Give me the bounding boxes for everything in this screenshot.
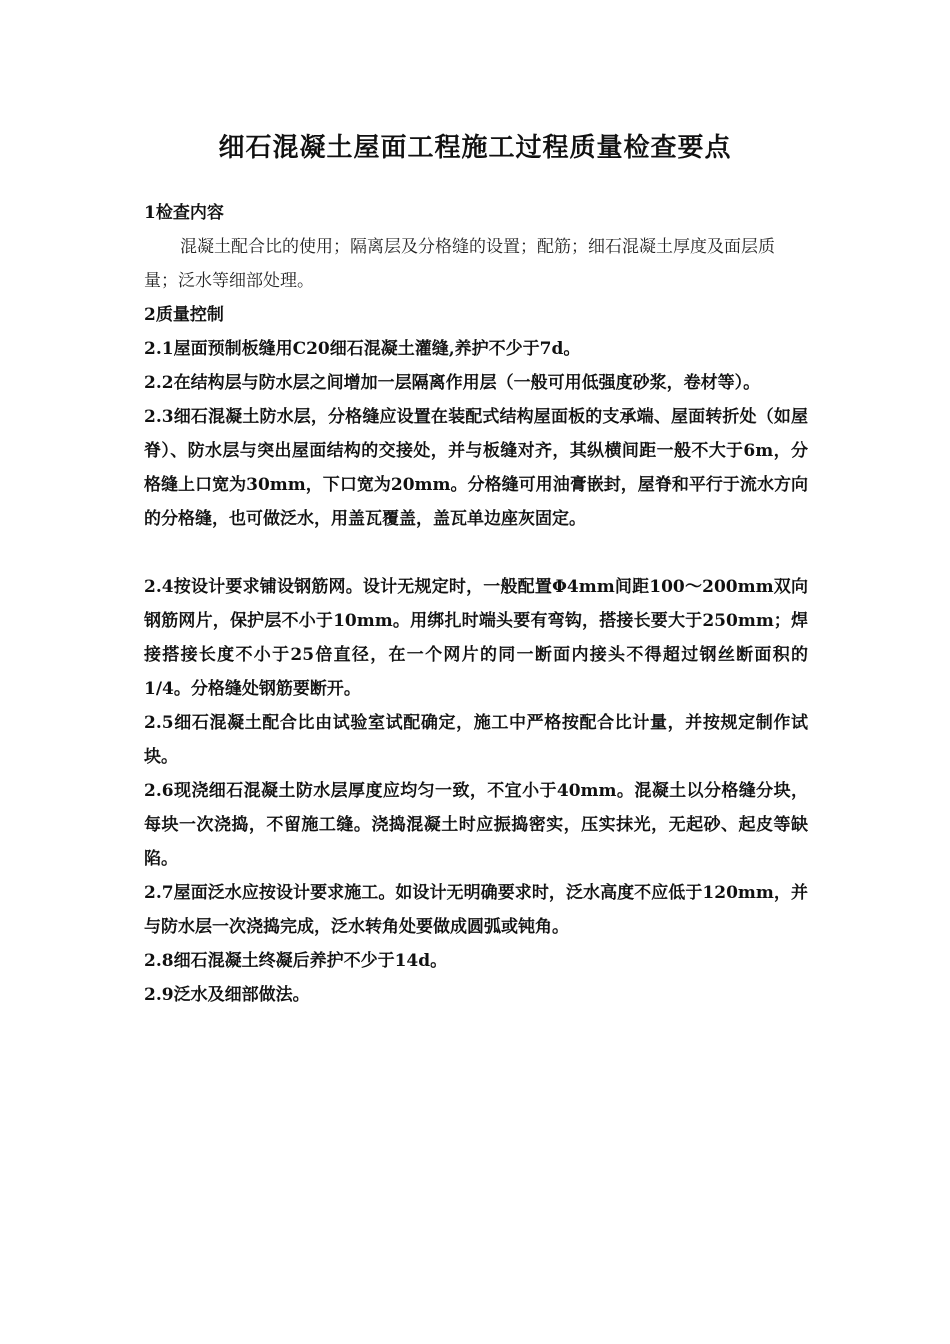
quality-item-2-6: 2.6现浇细石混凝土防水层厚度应均匀一致，不宜小于40mm。混凝土以分格缝分块，每块一次浇捣，不留施工缝。浇捣混凝土时应振捣密实，压实抹光，无起砂、起皮等缺陷。 — [144, 781, 808, 869]
quality-item-2-5: 2.5细石混凝土配合比由试验室试配确定，施工中严格按配合比计量，并按规定制作试块。 — [144, 713, 808, 767]
document-title: 细石混凝土屋面工程施工过程质量检查要点 — [218, 133, 732, 163]
document-body — [144, 196, 808, 1012]
section-heading-inspection: 1检查内容 — [144, 203, 224, 223]
inspection-content-paragraph: 混凝土配合比的使用；隔离层及分格缝的设置；配筋；细石混凝土厚度及面层质量；泛水等细部处理。 — [144, 237, 775, 291]
paragraph-gap — [144, 536, 808, 570]
quality-item-2-1: 2.1屋面预制板缝用C20细石混凝土灌缝,养护不少于7d。 — [144, 339, 581, 359]
quality-item-2-8: 2.8细石混凝土终凝后养护不少于14d。 — [144, 951, 448, 971]
quality-item-2-3: 2.3细石混凝土防水层，分格缝应设置在装配式结构屋面板的支承端、屋面转折处（如屋脊）、防水层与突出屋面结构的交接处，并与板缝对齐，其纵横间距一般不大于6m，分格缝上口宽为30mm，下口宽为20mm。分格缝可用油膏嵌封，屋脊和平行于流水方向的分格缝，也可做泛水，用盖瓦覆盖，盖瓦单边座灰固定。 — [144, 407, 808, 529]
quality-item-2-9: 2.9泛水及细部做法。 — [144, 985, 310, 1005]
section-heading-quality-control: 2质量控制 — [144, 305, 224, 325]
quality-item-2-7: 2.7屋面泛水应按设计要求施工。如设计无明确要求时，泛水高度不应低于120mm，并与防水层一次浇捣完成，泛水转角处要做成圆弧或钝角。 — [144, 883, 808, 937]
quality-item-2-2: 2.2在结构层与防水层之间增加一层隔离作用层（一般可用低强度砂浆，卷材等）。 — [144, 373, 761, 393]
quality-item-2-4: 2.4按设计要求铺设钢筋网。设计无规定时，一般配置Φ4mm间距100～200mm双向钢筋网片，保护层不小于10mm。用绑扎时端头要有弯钩，搭接长要大于250mm；焊接搭接长度不小于25倍直径，在一个网片的同一断面内接头不得超过钢丝断面积的1/4。分格缝处钢筋要断开。 — [144, 577, 808, 699]
